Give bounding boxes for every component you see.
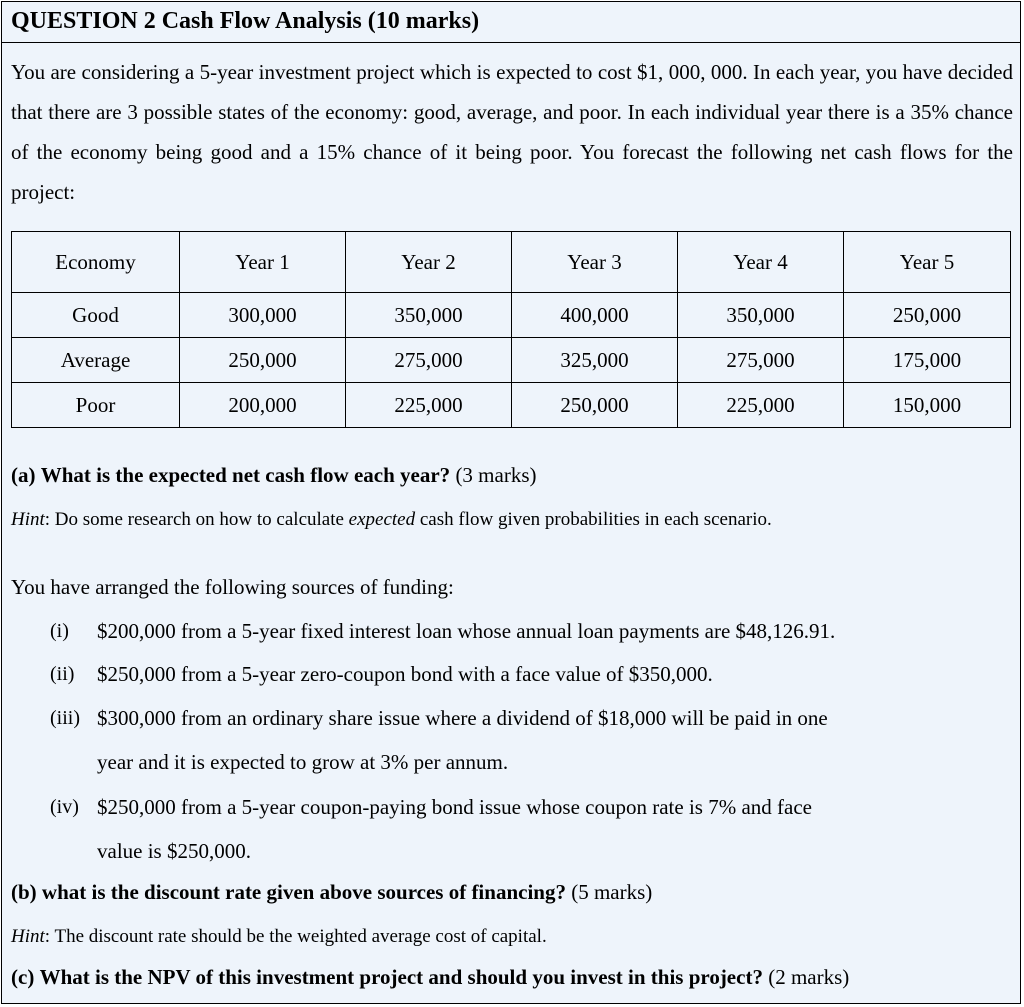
hint-label: Hint (11, 926, 45, 947)
sources-intro: You have arranged the following sources of funding: (11, 575, 454, 599)
part-b-text: what is the discount rate given above sources of financing? (41, 880, 566, 904)
table-header-cell: Year 3 (512, 232, 678, 293)
table-row (12, 383, 1011, 428)
hint-emphasis: expected (348, 509, 416, 530)
cash-flow-table (11, 231, 1011, 428)
part-a-question (11, 463, 537, 488)
source-text-continued: year and it is expected to grow at 3% per annum. (97, 750, 509, 774)
table-cell: 150,000 (844, 383, 1011, 428)
part-c-text: What is the NPV of this investment project and should you invest in this project? (39, 965, 763, 989)
hint-label: Hint (11, 509, 45, 530)
table-row (12, 293, 1011, 338)
hint-text-after: cash flow given probabilities in each scenario. (415, 509, 772, 530)
table-cell: 275,000 (678, 338, 844, 383)
title-bar (2, 2, 1020, 43)
part-a-text: What is the expected net cash flow each year? (40, 463, 451, 487)
part-b-marks: (5 marks) (571, 880, 653, 904)
table-header-cell: Economy (12, 232, 180, 293)
table-cell: 325,000 (512, 338, 678, 383)
table-header-cell: Year 1 (180, 232, 346, 293)
part-b-label: (b) (11, 880, 37, 904)
table-cell: 225,000 (346, 383, 512, 428)
part-a-hint (11, 509, 772, 531)
part-a-label: (a) (11, 463, 36, 487)
question-box (1, 1, 1021, 1004)
intro-paragraph (11, 52, 1013, 212)
source-text: $250,000 from a 5-year zero-coupon bond with a face value of $350,000. (97, 662, 713, 686)
table-cell: 225,000 (678, 383, 844, 428)
part-b-question (11, 880, 652, 905)
table-cell: 250,000 (844, 293, 1011, 338)
intro-text: You are considering a 5-year investment project which is expected to cost $1, 000, 000. In each year, you have decided that there are 3 possible states of the economy: good, average, and poor. In each individual year there is a 35% chance of the economy being good and a 15% chance of it being poor. You forecast the following net cash flows for the project: (11, 60, 1013, 204)
table-cell: 250,000 (512, 383, 678, 428)
table-cell: Poor (12, 383, 180, 428)
table-cell: Good (12, 293, 180, 338)
part-c-marks: (2 marks) (768, 965, 850, 989)
table-cell: 350,000 (678, 293, 844, 338)
table-header-cell: Year 5 (844, 232, 1011, 293)
part-b-hint (11, 926, 547, 948)
table-cell: 400,000 (512, 293, 678, 338)
hint-text: : The discount rate should be the weighted average cost of capital. (44, 926, 547, 947)
source-text: $250,000 from a 5-year coupon-paying bond issue whose coupon rate is 7% and face (97, 795, 812, 819)
hint-text-before: : Do some research on how to calculate (44, 509, 349, 530)
question-title: QUESTION 2 Cash Flow Analysis (10 marks) (11, 8, 480, 34)
table-cell: 175,000 (844, 338, 1011, 383)
table-row (12, 338, 1011, 383)
source-number: (i) (50, 620, 69, 642)
source-text-continued: value is $250,000. (97, 839, 251, 863)
part-c-label: (c) (11, 965, 35, 989)
source-number: (ii) (50, 663, 75, 685)
table-header-cell: Year 2 (346, 232, 512, 293)
part-a-marks: (3 marks) (455, 463, 537, 487)
table-cell: 350,000 (346, 293, 512, 338)
table-cell: 200,000 (180, 383, 346, 428)
table-cell: 275,000 (346, 338, 512, 383)
table-cell: 300,000 (180, 293, 346, 338)
source-number: (iii) (50, 707, 80, 729)
table-header-row (12, 232, 1011, 293)
part-c-question (11, 965, 849, 990)
source-text: $200,000 from a 5-year fixed interest loan whose annual loan payments are $48,126.91. (97, 619, 836, 643)
source-text: $300,000 from an ordinary share issue where a dividend of $18,000 will be paid in one (97, 706, 828, 730)
table-cell: 250,000 (180, 338, 346, 383)
table-header-cell: Year 4 (678, 232, 844, 293)
source-number: (iv) (50, 796, 79, 818)
table-cell: Average (12, 338, 180, 383)
